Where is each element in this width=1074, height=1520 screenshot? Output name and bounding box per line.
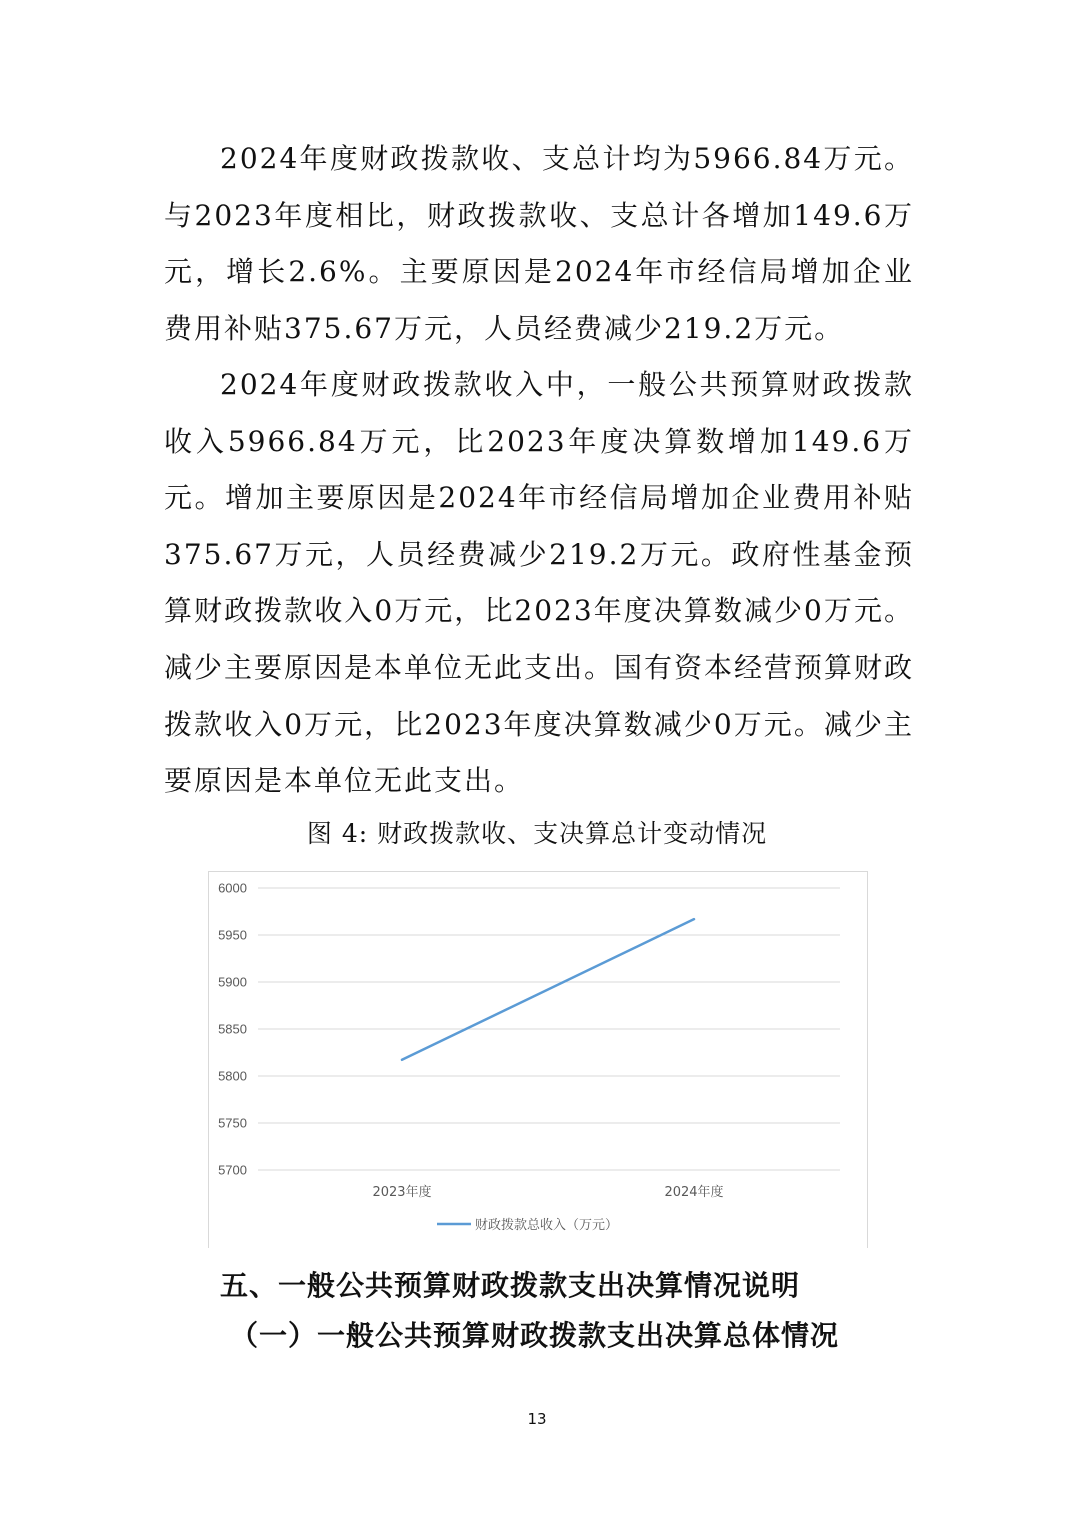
paragraph-revenue-detail: 2024年度财政拨款收入中，一般公共预算财政拨款收入5966.84万元，比2023年度决算数增加149.6万元。增加主要原因是2024年市经信局增加企业费用补贴375.67万元，人员经费减少219.2万元。政府性基金预算财政拨款收入0万元，比2023年度决算数减少0万元。减少主要原因是本单位无此支出。国有资本经营预算财政拨款收入0万元，比2023年度决算数减少0万元。减少主要原因是本单位无此支出。 bbox=[164, 368, 915, 798]
y-tick-label-5850: 5850 bbox=[218, 1021, 247, 1037]
legend-label-0: 财政拨款总收入（万元） bbox=[475, 1218, 619, 1233]
chart-y-axis-labels bbox=[218, 881, 247, 1178]
line-chart bbox=[208, 871, 868, 1248]
chart-series bbox=[402, 919, 694, 1060]
y-tick-label-5800: 5800 bbox=[218, 1068, 247, 1084]
x-tick-label-1: 2024年度 bbox=[664, 1185, 724, 1200]
paragraph-revenue-summary: 2024年度财政拨款收、支总计均为5966.84万元。与2023年度相比，财政拨款收、支总计各增加149.6万元，增长2.6%。主要原因是2024年市经信局增加企业费用补贴375.67万元，人员经费减少219.2万元。 bbox=[164, 142, 914, 345]
y-tick-label-5750: 5750 bbox=[218, 1115, 247, 1131]
x-tick-label-0: 2023年度 bbox=[372, 1185, 432, 1200]
chart-legend bbox=[437, 1217, 618, 1233]
y-tick-label-5700: 5700 bbox=[218, 1162, 247, 1178]
y-tick-label-5900: 5900 bbox=[218, 974, 247, 990]
section-heading: 五、一般公共预算财政拨款支出决算情况说明 bbox=[220, 1269, 801, 1302]
chart-gridlines bbox=[258, 888, 840, 1170]
figure-title: 图 4: 财政拨款收、支决算总计变动情况 bbox=[306, 819, 768, 848]
line-chart-svg bbox=[209, 872, 867, 1248]
page-number: 13 bbox=[527, 1410, 547, 1428]
y-tick-label-6000: 6000 bbox=[218, 880, 247, 896]
series-line-0 bbox=[402, 919, 694, 1060]
chart-x-axis-labels bbox=[372, 1184, 723, 1200]
y-tick-label-5950: 5950 bbox=[218, 927, 247, 943]
subsection-heading: （一）一般公共预算财政拨款支出决算总体情况 bbox=[230, 1319, 840, 1352]
